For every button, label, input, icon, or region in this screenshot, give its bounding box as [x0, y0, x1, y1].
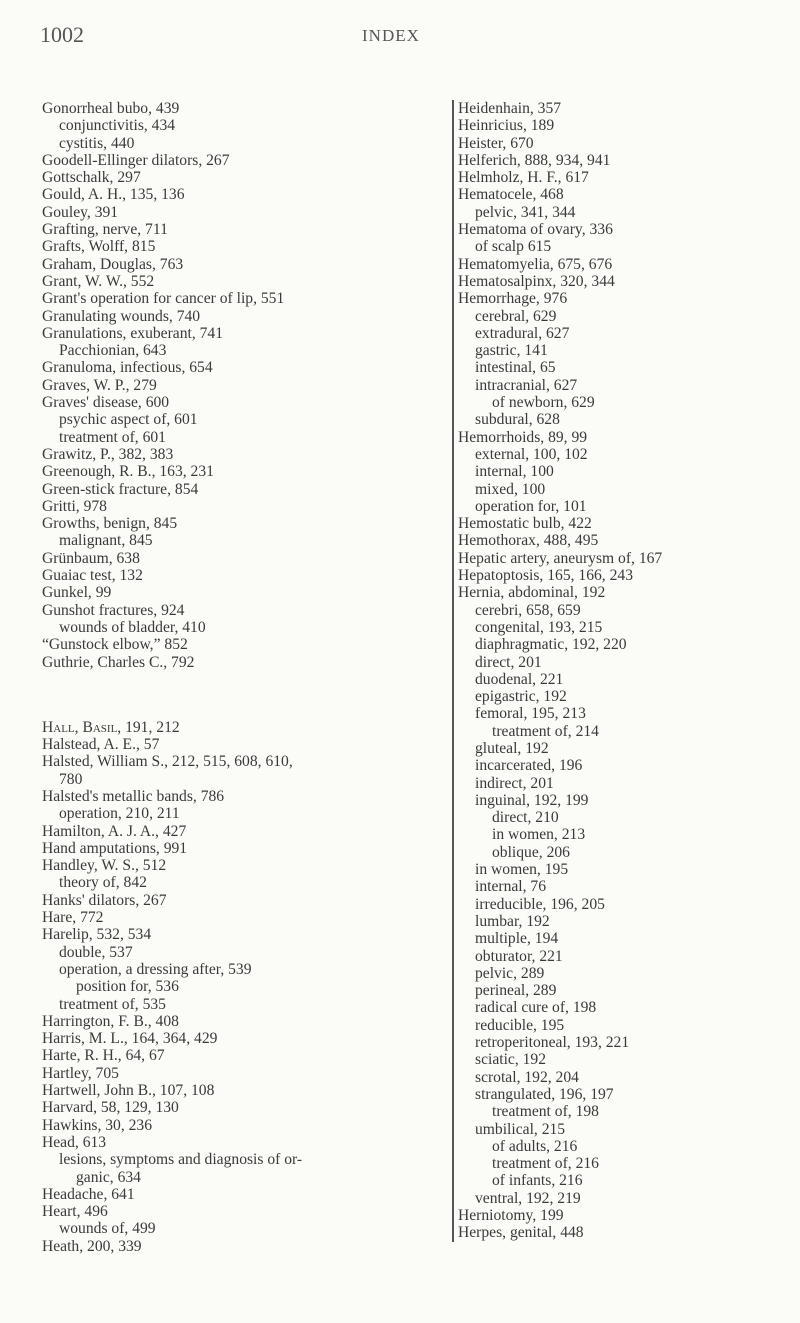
index-entry: Headache, 641: [42, 1185, 135, 1203]
index-entry: Gunkel, 99: [42, 584, 112, 602]
index-subentry: wounds of bladder, 410: [59, 618, 206, 636]
index-entry: Grafts, Wolff, 815: [42, 238, 156, 256]
index-subentry: cystitis, 440: [59, 134, 135, 152]
index-entry: Hepatic artery, aneurysm of, 167: [458, 549, 663, 567]
page-header: [0, 22, 800, 52]
index-subentry: strangulated, 196, 197: [475, 1085, 614, 1103]
index-subentry: operation, a dressing after, 539: [59, 960, 252, 978]
index-subentry: duodenal, 221: [475, 670, 564, 688]
index-subentry: of adults, 216: [492, 1137, 578, 1155]
index-entry: Helferich, 888, 934, 941: [458, 151, 611, 169]
index-entry: Hanks' dilators, 267: [42, 891, 167, 909]
index-entry: Harrington, F. B., 408: [42, 1012, 179, 1030]
index-subentry: retroperitoneal, 193, 221: [475, 1034, 630, 1052]
index-subentry: direct, 210: [492, 809, 559, 827]
index-entry: Hemostatic bulb, 422: [458, 515, 592, 533]
index-entry: Hall, Basil, 191, 212: [42, 718, 180, 736]
index-subentry: obturator, 221: [475, 947, 563, 965]
index-subentry: ventral, 192, 219: [475, 1189, 581, 1207]
index-subentry: intestinal, 65: [475, 359, 556, 377]
index-entry: Heath, 200, 339: [42, 1237, 142, 1255]
index-subentry: treatment of, 601: [59, 428, 166, 446]
index-entry: Gritti, 978: [42, 497, 107, 515]
index-entry: Hemothorax, 488, 495: [458, 532, 599, 550]
index-subentry: incarcerated, 196: [475, 757, 583, 775]
index-subentry: diaphragmatic, 192, 220: [475, 636, 627, 654]
index-entry: Hemorrhoids, 89, 99: [458, 428, 588, 446]
index-entry: Grant, W. W., 552: [42, 272, 155, 290]
index-subentry: malignant, 845: [59, 532, 153, 550]
index-entry: Heidenhain, 357: [458, 100, 562, 117]
index-entry: Hepatoptosis, 165, 166, 243: [458, 567, 633, 585]
index-entry: Grünbaum, 638: [42, 549, 140, 567]
index-entry: Hematosalpinx, 320, 344: [458, 272, 615, 290]
index-entry: Hawkins, 30, 236: [42, 1116, 153, 1134]
index-entry: Halsted's metallic bands, 786: [42, 787, 225, 805]
index-entry: Greenough, R. B., 163, 231: [42, 463, 214, 481]
page-number: 1002: [40, 22, 84, 47]
index-entry: Halsted, William S., 212, 515, 608, 610,: [42, 753, 293, 771]
index-subentry: radical cure of, 198: [475, 999, 597, 1017]
index-subentry: sciatic, 192: [475, 1051, 547, 1069]
index-entry: Herpes, genital, 448: [458, 1224, 584, 1242]
index-entry: Gunshot fractures, 924: [42, 601, 185, 619]
index-entry: Harte, R. H., 64, 67: [42, 1047, 165, 1065]
index-subentry: umbilical, 215: [475, 1120, 566, 1138]
index-entry: Heinricius, 189: [458, 117, 555, 135]
index-entry: Guthrie, Charles C., 792: [42, 653, 195, 671]
index-subentry: direct, 201: [475, 653, 542, 671]
index-subentry: irreducible, 196, 205: [475, 895, 605, 913]
index-entry: Granuloma, infectious, 654: [42, 359, 213, 377]
index-entry: Hematocele, 468: [458, 186, 564, 204]
index-entry: “Gunstock elbow,” 852: [42, 636, 188, 654]
index-column-right: [452, 100, 800, 1242]
index-entry: Heart, 496: [42, 1203, 108, 1221]
index-entry: Herniotomy, 199: [458, 1207, 564, 1224]
index-subentry: mixed, 100: [475, 480, 546, 498]
index-subentry: oblique, 206: [492, 843, 570, 861]
index-entry: Helmholz, H. F., 617: [458, 169, 589, 187]
index-entry: Green-stick fracture, 854: [42, 480, 199, 498]
index-subentry: of infants, 216: [492, 1172, 583, 1190]
index-subentry: inguinal, 192, 199: [475, 791, 589, 809]
index-subentry: treatment of, 535: [59, 995, 166, 1013]
index-subentry: intracranial, 627: [475, 376, 578, 394]
index-subentry: femoral, 195, 213: [475, 705, 586, 723]
index-subentry: theory of, 842: [59, 874, 147, 892]
index-entry: Halstead, A. E., 57: [42, 736, 160, 754]
index-entry: Head, 613: [42, 1133, 107, 1151]
index-subentry: treatment of, 216: [492, 1155, 599, 1173]
index-subentry: internal, 100: [475, 463, 554, 481]
index-entry: Gonorrheal bubo, 439: [42, 100, 180, 117]
running-head: INDEX: [362, 26, 420, 45]
index-subentry: multiple, 194: [475, 930, 559, 948]
index-entry: Guaiac test, 132: [42, 567, 143, 585]
index-subentry: in women, 213: [492, 826, 586, 844]
index-entry: Granulations, exuberant, 741: [42, 324, 224, 342]
index-subentry: lesions, symptoms and diagnosis of or-: [59, 1151, 303, 1169]
index-subentry: cerebral, 629: [475, 307, 557, 325]
index-entry: Harelip, 532, 534: [42, 926, 152, 944]
index-entry: Growths, benign, 845: [42, 515, 178, 533]
index-entry: Grawitz, P., 382, 383: [42, 445, 174, 463]
index-subentry: ganic, 634: [76, 1168, 141, 1186]
index-subentry: psychic aspect of, 601: [59, 411, 198, 429]
index-subentry: of scalp 615: [475, 238, 552, 256]
index-subentry: epigastric, 192: [475, 688, 567, 706]
index-subentry: Pacchionian, 643: [59, 342, 167, 360]
index-subentry: operation for, 101: [475, 497, 587, 515]
index-subentry: treatment of, 214: [492, 722, 599, 740]
index-subentry: in women, 195: [475, 861, 569, 879]
index-entry: Hare, 772: [42, 909, 104, 927]
index-subentry: position for, 536: [76, 978, 179, 996]
index-subentry: of newborn, 629: [492, 394, 595, 412]
index-subentry: gluteal, 192: [475, 739, 549, 757]
index-subentry: 780: [59, 770, 83, 788]
index-entry: Grafting, nerve, 711: [42, 221, 168, 239]
index-subentry: pelvic, 341, 344: [475, 203, 576, 221]
index-subentry: external, 100, 102: [475, 445, 588, 463]
index-subentry: double, 537: [59, 943, 133, 961]
index-subentry: gastric, 141: [475, 342, 548, 360]
index-subentry: reducible, 195: [475, 1016, 565, 1034]
index-subentry: lumbar, 192: [475, 912, 550, 930]
index-subentry: perineal, 289: [475, 982, 557, 1000]
index-subentry: internal, 76: [475, 878, 547, 896]
index-entry: Handley, W. S., 512: [42, 857, 167, 875]
index-subentry: wounds of, 499: [59, 1220, 156, 1238]
index-subentry: pelvic, 289: [475, 964, 545, 982]
index-entry: Harvard, 58, 129, 130: [42, 1099, 179, 1117]
index-entry: Hematoma of ovary, 336: [458, 221, 613, 239]
index-entry: Granulating wounds, 740: [42, 307, 201, 325]
index-entry: Graves' disease, 600: [42, 394, 170, 412]
index-subentry: indirect, 201: [475, 774, 554, 792]
index-entry: Hematomyelia, 675, 676: [458, 255, 613, 273]
index-entry: Hamilton, A. J. A., 427: [42, 822, 187, 840]
index-entry: Goodell-Ellinger dilators, 267: [42, 151, 230, 169]
index-subentry: congenital, 193, 215: [475, 618, 603, 636]
index-entry: Gouley, 391: [42, 203, 119, 221]
index-entry: Hand amputations, 991: [42, 839, 188, 857]
section-gap: [42, 671, 448, 719]
index-entry: Hartley, 705: [42, 1064, 119, 1082]
index-entry: Gottschalk, 297: [42, 169, 141, 187]
index-subentry: extradural, 627: [475, 324, 570, 342]
index-subentry: subdural, 628: [475, 411, 560, 429]
index-entry: Hartwell, John B., 107, 108: [42, 1082, 215, 1100]
index-subentry: conjunctivitis, 434: [59, 117, 176, 135]
index-entry: Harris, M. L., 164, 364, 429: [42, 1030, 218, 1048]
index-entry: Hemorrhage, 976: [458, 290, 568, 308]
index-entry: Heister, 670: [458, 134, 534, 152]
index-entry: Gould, A. H., 135, 136: [42, 186, 185, 204]
index-entry: Graham, Douglas, 763: [42, 255, 184, 273]
index-subentry: treatment of, 198: [492, 1103, 599, 1121]
index-entry: Grant's operation for cancer of lip, 551: [42, 290, 285, 308]
index-entry: Hernia, abdominal, 192: [458, 584, 606, 602]
index-entry: Graves, W. P., 279: [42, 376, 157, 394]
index-subentry: cerebri, 658, 659: [475, 601, 581, 619]
index-subentry: operation, 210, 211: [59, 805, 180, 823]
index-subentry: scrotal, 192, 204: [475, 1068, 579, 1086]
index-column-left: [42, 100, 448, 1255]
